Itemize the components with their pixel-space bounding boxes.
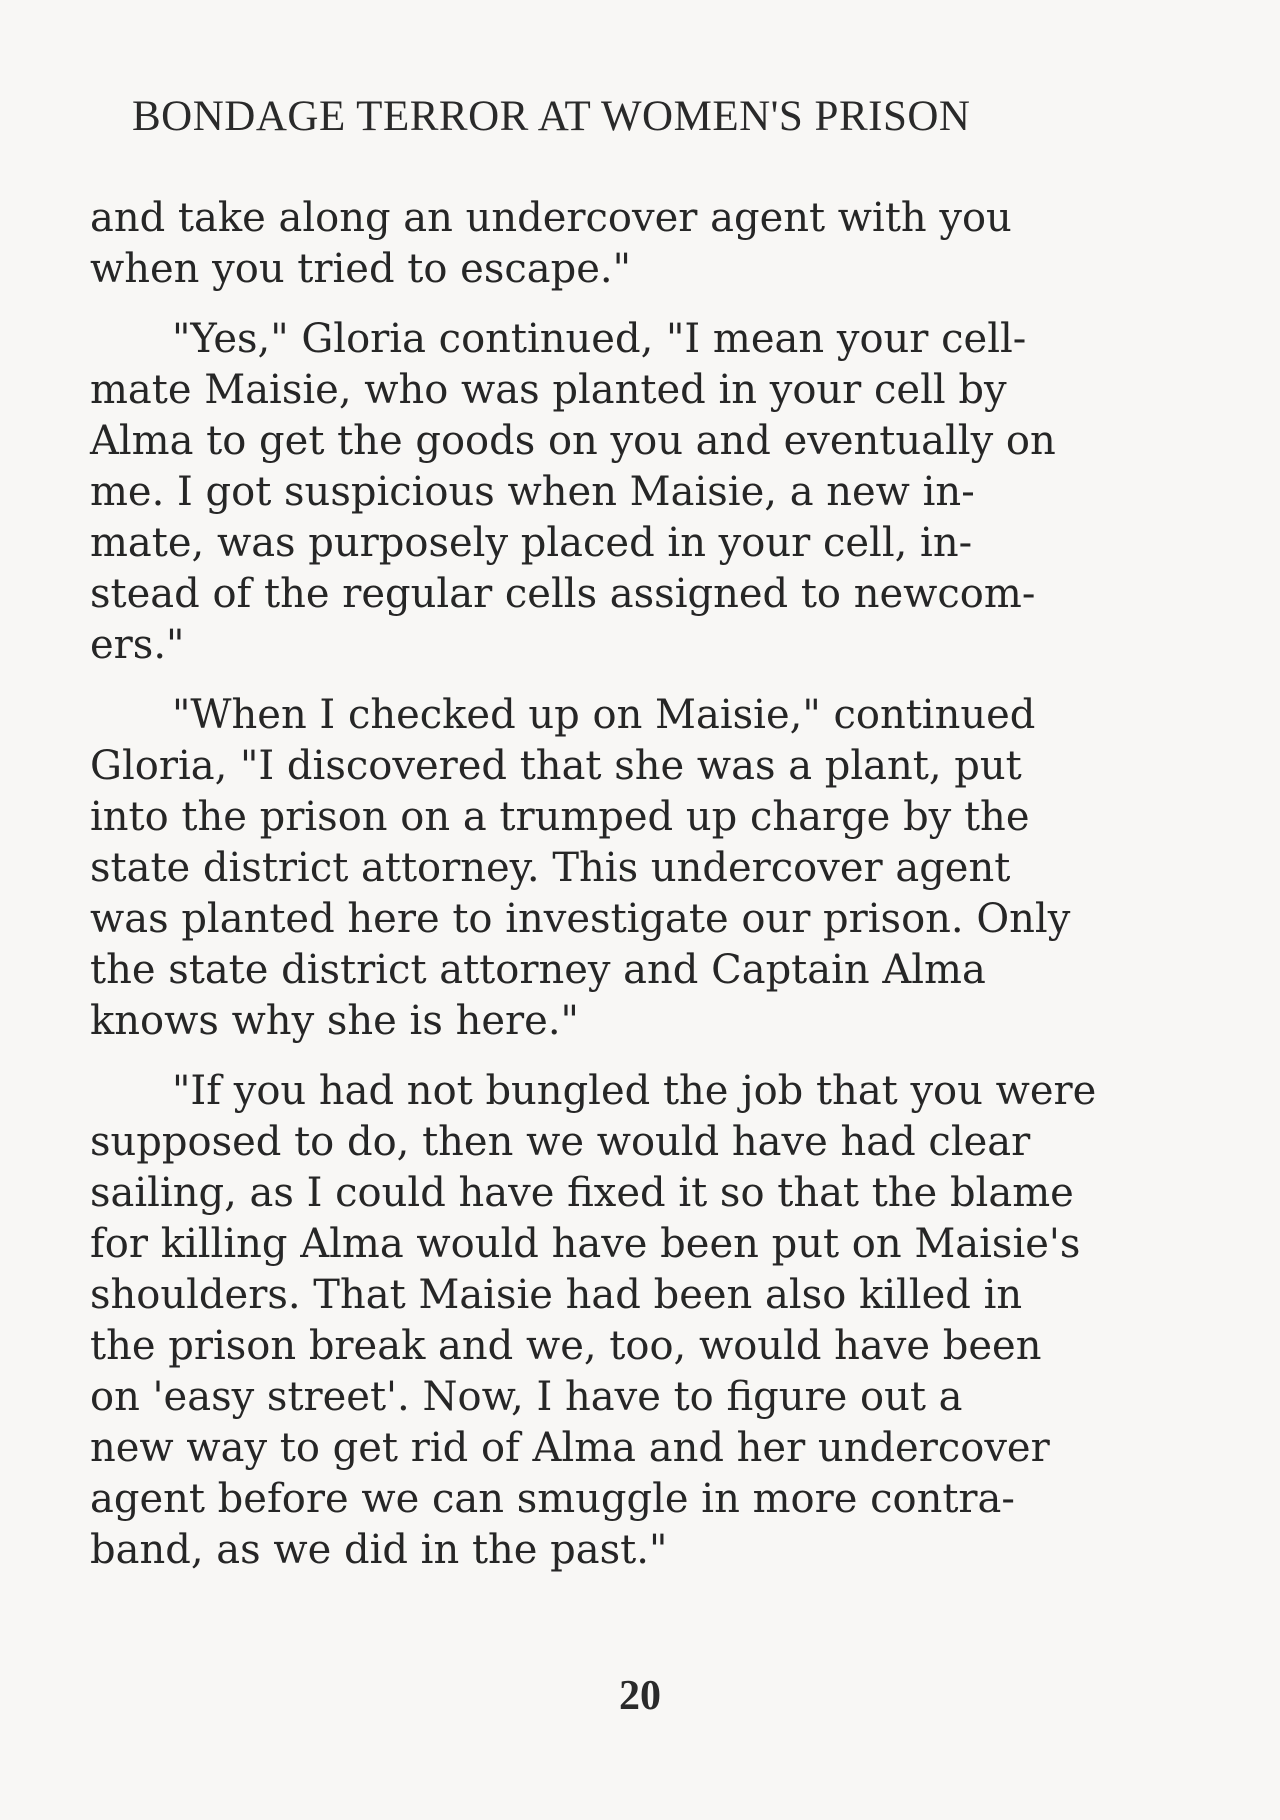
text-line: sailing, as I could have fixed it so that the blame — [90, 1170, 1074, 1216]
paragraph-gap — [90, 1047, 1200, 1066]
text-line: agent before we can smuggle in more contra- — [90, 1476, 1015, 1522]
paragraph-2 — [90, 314, 1200, 671]
text-line: "If you had not bungled the job that you were — [172, 1068, 1097, 1114]
text-line: knows why she is here." — [90, 998, 579, 1044]
text-line: shoulders. That Maisie had been also killed in — [90, 1272, 1023, 1318]
text-line: Alma to get the goods on you and eventually on — [90, 418, 1056, 464]
running-head: BONDAGE TERROR AT WOMEN'S PRISON — [132, 93, 971, 140]
paragraph-3 — [90, 690, 1200, 1047]
text-line: me. I got suspicious when Maisie, a new in- — [90, 469, 975, 515]
text-line: mate Maisie, who was planted in your cell by — [90, 367, 1007, 413]
paragraph-gap — [90, 295, 1200, 314]
page-number: 20 — [619, 1673, 661, 1719]
text-line: the state district attorney and Captain Alma — [90, 947, 986, 993]
text-line: band, as we did in the past." — [90, 1527, 668, 1573]
text-line: and take along an undercover agent with you — [90, 195, 1012, 241]
text-line: state district attorney. This undercover agent — [90, 845, 1011, 891]
text-line: Gloria, "I discovered that she was a plant, put — [90, 743, 1022, 789]
text-line: ers." — [90, 622, 185, 668]
paragraph-4 — [90, 1066, 1200, 1576]
text-line: on 'easy street'. Now, I have to figure out a — [90, 1374, 963, 1420]
text-line: into the prison on a trumped up charge by the — [90, 794, 1030, 840]
paragraph-1 — [90, 193, 1200, 295]
text-line: new way to get rid of Alma and her undercover — [90, 1425, 1050, 1471]
text-line: "When I checked up on Maisie," continued — [172, 692, 1036, 738]
text-line: for killing Alma would have been put on Maisie's — [90, 1221, 1081, 1267]
text-line: supposed to do, then we would have had clear — [90, 1119, 1031, 1165]
paragraph-gap — [90, 671, 1200, 690]
text-line: "Yes," Gloria continued, "I mean your cell- — [172, 316, 1027, 362]
text-line: mate, was purposely placed in your cell, in- — [90, 520, 973, 566]
text-line: when you tried to escape." — [90, 246, 631, 292]
text-line: stead of the regular cells assigned to newcom- — [90, 571, 1036, 617]
text-line: was planted here to investigate our prison. Only — [90, 896, 1071, 942]
body-text — [90, 193, 1200, 1576]
text-line: the prison break and we, too, would have been — [90, 1323, 1042, 1369]
